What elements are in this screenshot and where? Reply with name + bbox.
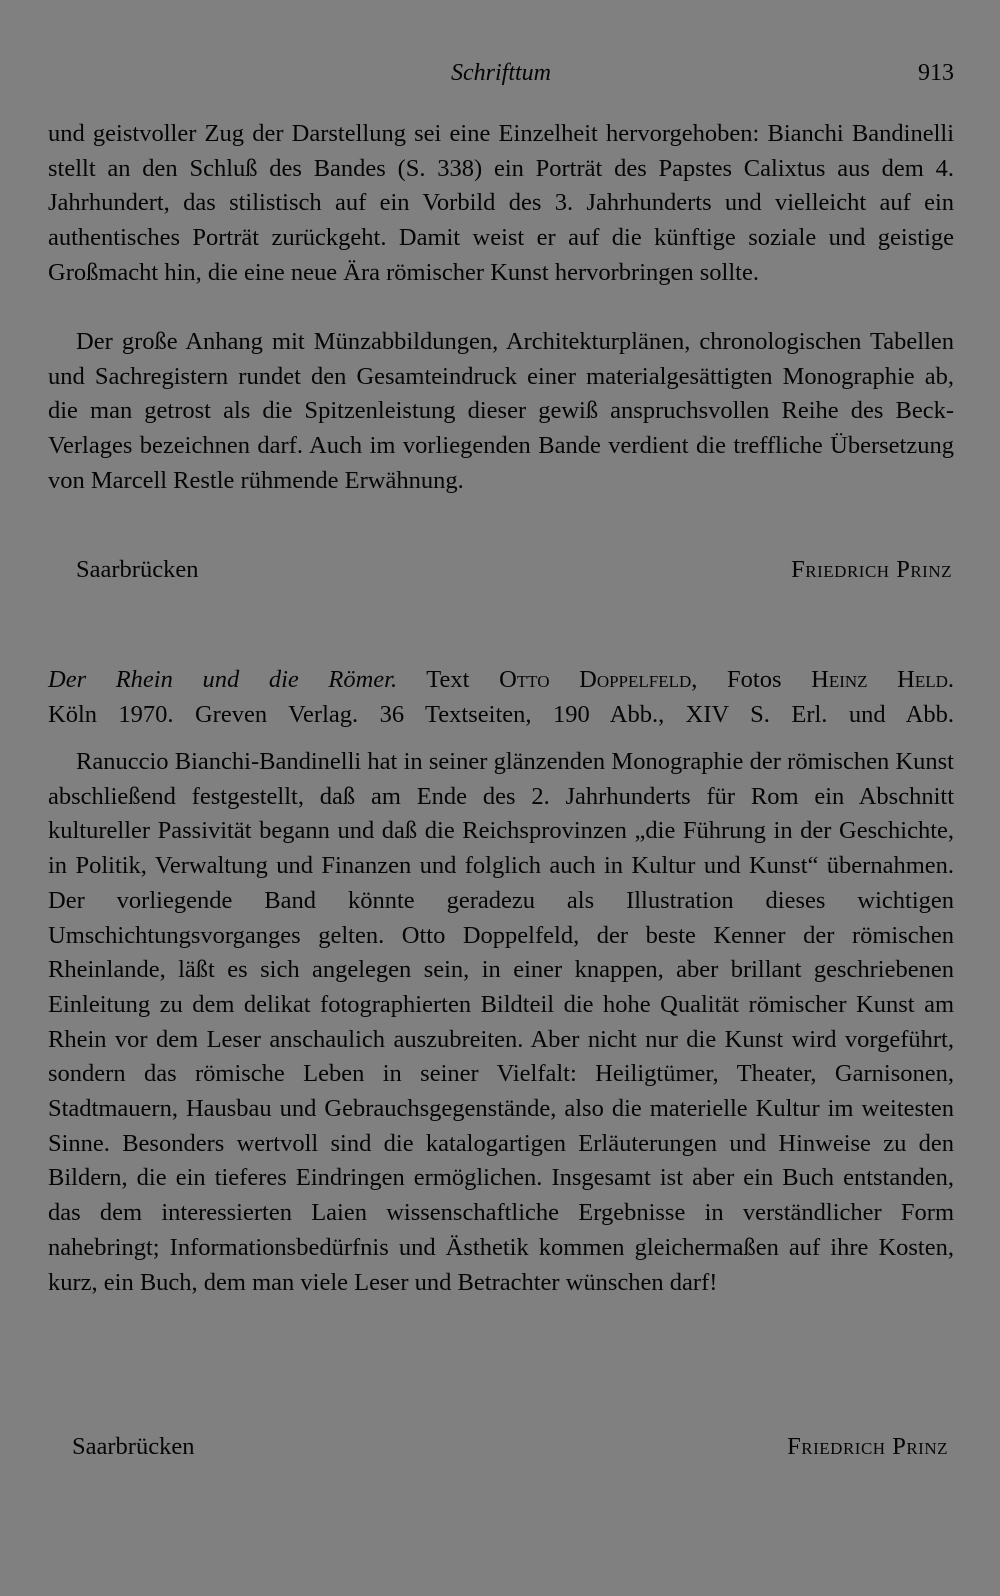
- review1-paragraph-2: Der große Anhang mit Münzabbildungen, Architekturplänen, chronologischen Tabellen und Sachregistern rundet den Gesamteindruck einer materialgesättigten Monographie ab, die man getrost als die Spitzenleistung dieser gewiß anspruchsvollen Reihe des Beck-Verlages bezeichnen darf. Auch im vorliegenden Bande verdient die treffliche Übersetzung von Marcell Restle rühmende Erwähnung.: [48, 328, 954, 494]
- review1-paragraph-1: und geistvoller Zug der Darstellung sei eine Einzelheit hervorgehoben: Bianchi Bandinelli stellt an den Schluß des Bandes (S. 338) ein Porträt des Papstes Calixtus aus dem 4. Jahrhundert, das stilistisch auf ein Vorbild des 3. Jahrhunderts und vielleicht auf ein authentisches Porträt zurückgeht. Damit weist er auf die künftige soziale und geistige Großmacht hin, die eine neue Ära römischer Kunst hervorbringen sollte.: [48, 120, 954, 286]
- review2-bibliography: [48, 663, 954, 732]
- running-head: [48, 60, 954, 90]
- section-title: Schrifttum: [451, 60, 551, 86]
- book-title: Der Rhein und die Römer.: [48, 666, 398, 693]
- review2-place: Saarbrücken: [72, 1433, 195, 1460]
- review1-place: Saarbrücken: [76, 556, 199, 583]
- review1-signoff: [48, 556, 954, 590]
- review2-author: Friedrich Prinz: [787, 1433, 948, 1460]
- review1-author: Friedrich Prinz: [791, 556, 952, 583]
- page-number: 913: [918, 60, 954, 86]
- biblio-text-2: Fotos: [727, 666, 782, 693]
- review2-signoff: [48, 1433, 954, 1467]
- review2-paragraph: Ranuccio Bianchi-Bandinelli hat in seiner glänzenden Monographie der römischen Kunst abschließend festgestellt, daß am Ende des 2. Jahrhunderts für Rom ein Abschnitt kultureller Passivität begann und daß die Reichsprovinzen „die Führung in der Geschichte, in Politik, Verwaltung und Finanzen und folglich auch in Kultur und Kunst“ übernahmen. Der vorliegende Band könnte geradezu als Illustration dieses wichtigen Umschichtungsvorganges gelten. Otto Doppelfeld, der beste Kenner der römischen Rheinlande, läßt es sich angelegen sein, in einer knappen, aber brillant geschriebenen Einleitung zu dem delikat fotographierten Bildteil die hohe Qualität römischer Kunst am Rhein vor dem Leser anschaulich auszubreiten. Aber nicht nur die Kunst wird vorgeführt, sondern das römische Leben in seiner Vielfalt: Heiligtümer, Theater, Garnisonen, Stadtmauern, Hausbau und Gebrauchsgegenstände, also die materielle Kultur im weitesten Sinne. Besonders wertvoll sind die katalogartigen Erläuterungen und Hinweise zu den Bildern, die ein tieferes Eindringen ermöglichen. Insgesamt ist aber ein Buch entstanden, das dem interessierten Laien wissenschaftliche Ergebnisse in verständlicher Form nahebringt; Informationsbedürfnis und Ästhetik kommen gleichermaßen auf ihre Kosten, kurz, ein Buch, dem man viele Leser und Betrachter wünschen darf!: [48, 748, 954, 1296]
- biblio-publication: Köln 1970. Greven Verlag. 36 Textseiten, 190 Abb., XIV S. Erl. und Abb.: [48, 700, 954, 728]
- biblio-author: Otto Doppelfeld,: [499, 666, 698, 693]
- biblio-text-1: Text: [426, 666, 470, 693]
- biblio-photographer: Heinz Held.: [811, 666, 955, 693]
